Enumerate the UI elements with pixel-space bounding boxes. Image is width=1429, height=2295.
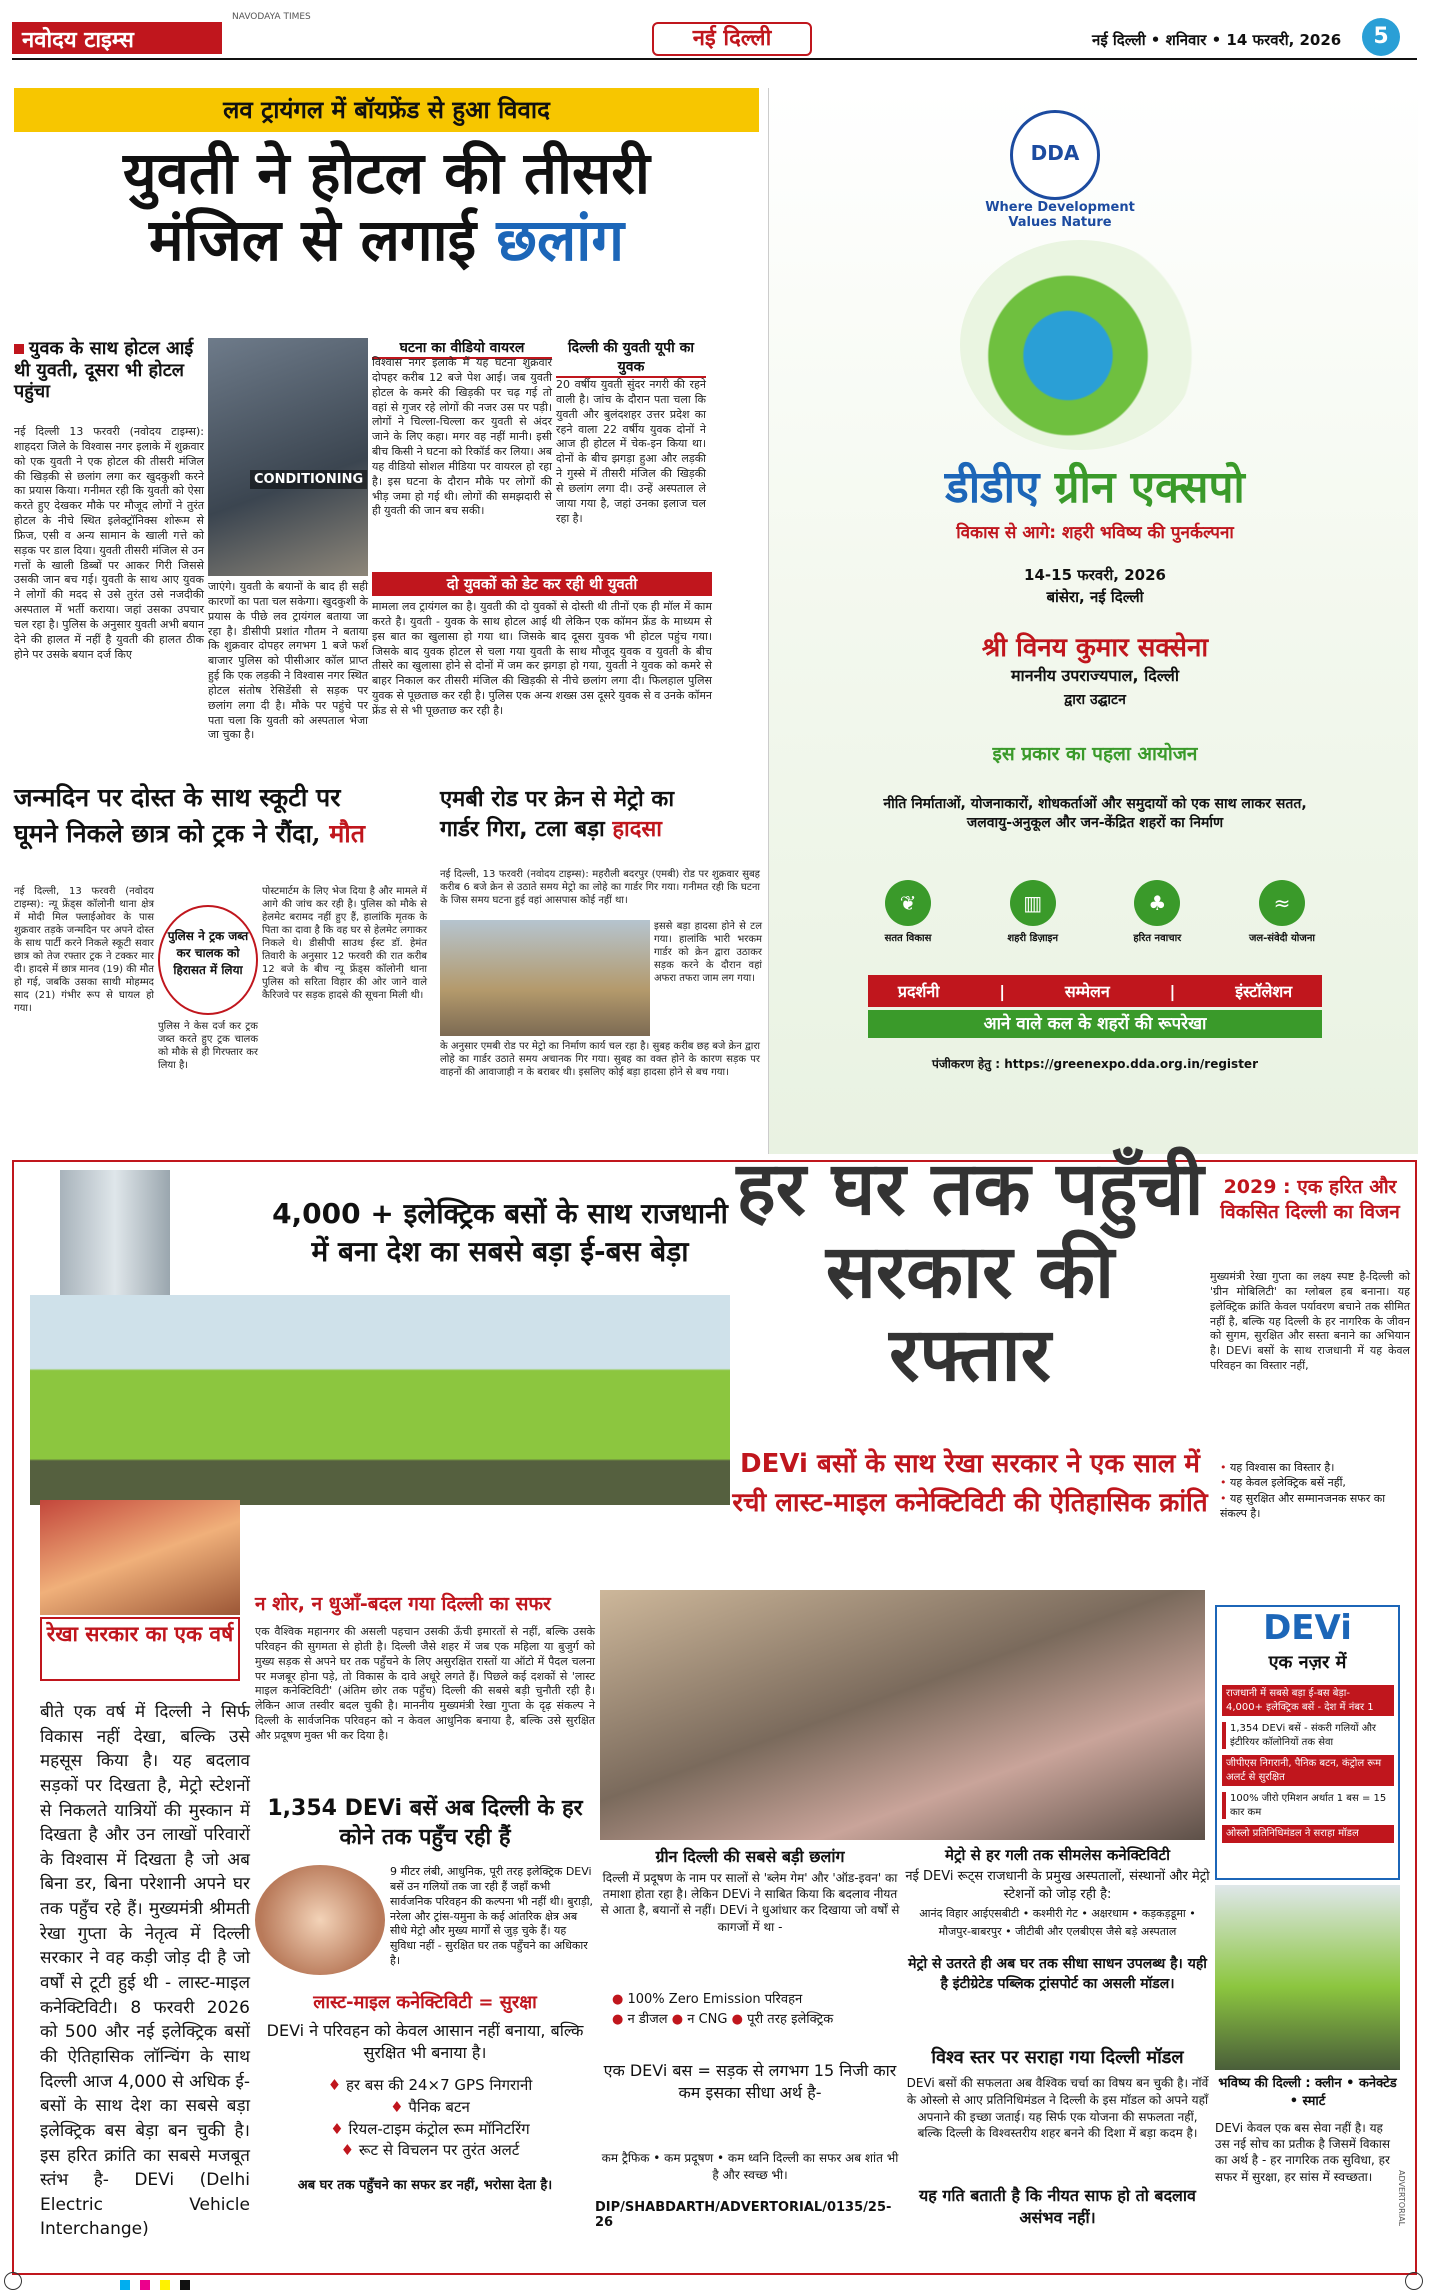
story-body-col3: विश्वास नगर इलाके में यह घटना शुक्रवार दोपहर करीब 12 बजे पेश आई। जब युवती होटल के कमरे की खिड़की पर चढ़ गई तो वहां से गुजर रहे लोगों की नजर उस पर पड़ी। लोगों ने चिल्ला-चिल्ला कर युवती से अंदर जाने के लिए कहा। मगर वह नहीं मानी। इसी बीच किसी ने घटना को रिकॉर्ड कर लिया। अब यह वीडियो सोशल मीडिया पर वायरल हो रहा है। इस घटना के दौरान मौके पर लोगों की भीड़ जमा हो गई थी। लोगों की समझदारी से ही युवती की जान बच सकी। [372,356,552,518]
story-body-col1: नई दिल्ली 13 फरवरी (नवोदय टाइम्स): शाहदरा जिले के विश्वास नगर इलाके में शुक्रवार को एक युवती ने एक होटल की तीसरी मंजिल की खिड़की से छलांग लगा कर खुदकुशी करने का प्रयास किया। गनीमत रही कि युवती को ऐसा करते हुए देखकर मौके पर मौजूद लोगों ने तुरंत होटल के नीचे स्थित इलेक्ट्रॉनिक्स शोरूम से फ्रिज, एसी व अन्य सामान के खाली गत्ते को सड़क पर डाल दिया। युवती तीसरी मंजिल से उन गत्तों के खाली डिब्बों पर आकर गिरी जिससे उसकी जान बच गई। युवती के साथ आए युवक ने लोगों की मदद से उसे तुरंत उसे नजदीकी अस्पताल में भर्ती कराया। जहां उसका उपचार चल रहा है। पुलिस के अनुसार युवती अभी बयान देने की हालत में नहीं है युवती की हालत ठीक होने पर उसके बयान दर्ज किए [14,425,204,661]
green-list [612,1990,892,2029]
headline-line [14,816,424,852]
story3-body-c: के अनुसार एमबी रोड पर मेट्रो का निर्माण कार्य चल रहा है। सुबह करीब छह बजे क्रेन द्वारा लोहे का गार्डर उठाते समय अचानक गिर गया। सुबह का वक्त होने के कारण सड़क पर वाहनों की आवाजाही न के बराबर थी। इसलिए कोई बड़ा हादसा होने से बच गया। [440,1041,760,1078]
headline-part: एमबी रोड पर क्रेन से मेट्रो का गार्डर गिरा, टला बड़ा [440,787,675,842]
registration-mark-icon [1405,2272,1423,2290]
list-item: • यह सुरक्षित और सम्मानजनक सफर का संकल्प है। [1220,1491,1410,1522]
story-box-head: दो युवकों को डेट कर रही थी युवती [372,572,712,596]
advertorial-side-label: ADVERTORIAL [1397,2170,1406,2227]
headline-highlight: छलांग [496,205,624,274]
list-item-text: न डीजल [627,2011,668,2027]
expo-venue: बांसेरा, नई दिल्ली [1046,588,1144,606]
vision-list [1220,1460,1410,1522]
list-item: ♦ रूट से विचलन पर तुरंत अलर्ट [280,2140,580,2162]
city-icon: ▥ [1010,880,1056,926]
rekha-body: बीते एक वर्ष में दिल्ली ने सिर्फ विकास नहीं देखा, बल्कि उसे महसूस किया है। यह बदलाव सड़कों पर दिखता है, मेट्रो स्टेशनों से निकलते यात्रियों की मुस्कान में दिखता है और उन लाखों परिवारों के विश्वास में दिखता है जो अब बिना डर, बिना परेशानी अपने घर तक पहुँच रहे हैं। मुख्यमंत्री श्रीमती रेखा गुप्ता के नेतृत्व में दिल्ली सरकार ने वह कड़ी जोड़ दी है जो वर्षों से टूटी हुई थी - लास्ट-माइल कनेक्टिविटी। 8 फरवरी 2026 को 500 और नई इलेक्ट्रिक बसों की ऐतिहासिक लॉन्चिंग के साथ दिल्ली आज 4,000 से अधिक ई-बसों के साथ देश का सबसे बड़ा इलेक्ट्रिक बस बेड़ा बन चुकी है। इस हरित क्रांति का सबसे मजबूत स्तंभ है- DEVi (Delhi Electric Vehicle Interchange) [40,1702,250,2240]
story-body-col2: जाएंगे। युवती के बयानों के बाद ही सही कारणों का पता चल सकेगा। खुदकुशी के प्रयास के पीछे लव ट्रायंगल बताया जा रहा है। डीसीपी प्रशांत गौतम ने बताया कि शुक्रवार दोपहर लगभग 1 बजे फर्श बाजार पुलिस को पीसीआर कॉल प्राप्त हुई कि एक लड़की ने विश्वास नगर स्थित होटल संतोष रेसिडेंसी से सड़क पर छलांग लगा दी है। मौके पर पहुंचे पर पता चला कि युवती को अस्पताल भेजा जा चुका है। [208,580,368,742]
safety-body: DEVi ने परिवहन को केवल आसान नहीं बनाया, बल्कि सुरक्षित भी बनाया है। [266,2021,584,2062]
list-item: ♦ रियल-टाइम कंट्रोल रूम मॉनिटरिंग [280,2119,580,2141]
safety-footer: अब घर तक पहुँचने का सफर डर नहीं, भरोसा देता है। [297,2178,553,2193]
divider: | [1169,981,1176,1001]
safety-heading: लास्ट-माइल कनेक्टिविटी = सुरक्षा [313,1992,537,2013]
passengers-photo [255,1865,385,1975]
registration-mark-icon [4,2272,22,2290]
bus-interior-photo [600,1590,1205,1840]
future-heading: भविष्य की दिल्ली : क्लीन • कनेक्टेड • स्मार्ट [1218,2076,1397,2110]
noise-heading: न शोर, न धुआँ-बदल गया दिल्ली का सफर [255,1593,551,1615]
devi-glance-heading: एक नज़र में [1268,1652,1347,1673]
feature-exhibition: प्रदर्शनी [897,982,940,1001]
expo-title-a: डीडीए [945,462,1040,513]
fact-item: 1,354 DEVi बसें - संकरी गलियों और इंटीरियर कॉलोनियों तक सेवा [1222,1722,1394,1749]
fact-item: ओस्लो प्रतिनिधिमंडल ने सराहा मॉडल [1222,1825,1394,1843]
list-item: • यह केवल इलेक्ट्रिक बसें नहीं, [1220,1475,1410,1490]
bus-count-body: 9 मीटर लंबी, आधुनिक, पूरी तरह इलेक्ट्रिक DEVi बसें उन गलियों तक जा रही हैं जहाँ कभी सार्वजनिक परिवहन की कल्पना भी नहीं थी। बुराड़ी, नरेला और ट्रांस-यमुना के कई आंतरिक क्षेत्र अब सीधे मेट्रो और मुख्य मार्गों से जुड़ चुके हैं। यह सुविधा नहीं - सुरक्षित घर तक पहुँचने का अधिकार है। [390,1865,594,1968]
water-icon: ≈ [1259,880,1305,926]
headline-part: मंजिल से लगाई [148,205,477,274]
rekha-govt-label: रेखा सरकार का एक वर्ष [40,1617,240,1681]
photo-sign-text: CONDITIONING [250,470,367,489]
metro-heading: मेट्रो से हर गली तक सीमलेस कनेक्टिविटी [945,1846,1170,1864]
expo-feature-bar [868,975,1322,1007]
main-headline-line1: युवती ने होटल की तीसरी [123,139,650,207]
list-item-text: 100% Zero Emission परिवहन [627,1992,803,2007]
dateline: नई दिल्ली • शनिवार • 14 फरवरी, 2026 [1092,31,1342,49]
expo-artwork [960,240,1200,450]
story2-body-b: पुलिस ने केस दर्ज कर ट्रक जब्त करते हुए ट्रक चालक को मौके से ही गिरफ्तार कर लिया है। [158,1021,258,1071]
safety-list [280,2075,580,2162]
story3-headline [440,785,690,844]
story2-body-a: नई दिल्ली, 13 फरवरी (नवोदय टाइम्स): न्यू फ्रेंड्स कॉलोनी थाना क्षेत्र में मोदी मिल फ्लाईओवर के पास शुक्रवार तड़के जन्मदिन पर अपने दोस्त के साथ पार्टी करने निकले स्कूटी सवार छात्र को तेज रफ्तार ट्रक ने टक्कर मार दी। हादसे में छात्र मानव (19) की मौत हो गई, जबकि उसका साथी मोहम्मद साद (21) गंभीर रूप से घायल हो गया। [14,886,154,1014]
noise-body: एक वैश्विक महानगर की असली पहचान उसकी ऊँची इमारतों से नहीं, बल्कि उसके परिवहन की सुगमता से होती है। दिल्ली जैसे शहर में जब एक महिला या बुजुर्ग को मुख्य सड़क से अपने घर तक पहुँचने के लिए असुरक्षित रास्तों या ऑटो में पैदल चलना पर मजबूर होना पड़े, तो विकास के दावे अधूरे लगते हैं। पिछले कई दशकों से 'लास्ट माइल कनेक्टिविटी' (अंतिम छोर तक पहुँच) दिल्ली की सबसे बड़ी चुनौती रही है। लेकिन आज तस्वीर बदल चुकी है। माननीय मुख्यमंत्री रेखा गुप्ता के दृढ़ संकल्प ने दिल्ली के सार्वजनिक परिवहन को न केवल आधुनिक बनाया है, बल्कि उसे सुरक्षित और प्रदूषण मुक्त भी कर दिया है। [255,1625,595,1742]
police-callout: पुलिस ने ट्रक जब्त कर चालक को हिरासत में लिया [158,905,258,1015]
tree-icon: ♣ [1134,880,1180,926]
dip-code: DIP/SHABDARTH/ADVERTORIAL/0135/25-26 [595,2200,892,2230]
vision-body: मुख्यमंत्री रेखा गुप्ता का लक्ष्य स्पष्ट है-दिल्ली को 'ग्रीन मोबिलिटी' का ग्लोबल हब बनाना। यह इलेक्ट्रिक क्रांति केवल पर्यावरण बचाने तक सीमित नहीं है, बल्कि यह दिल्ली के हर नागरिक के जीवन को सुगम, सुरक्षित और सस्ता बनाने का अभियान है। DEVi बसों के साथ राजधानी में यह केवल परिवहन का विस्तार नहीं, [1210,1270,1410,1373]
story2-headline [14,780,424,853]
vip-name: श्री विनय कुमार सक्सेना [981,633,1209,663]
green-body: दिल्ली में प्रदूषण के नाम पर सालों से 'ब्लेम गेम' और 'ऑड-इवन' का तमाशा होता रहा है। लेकिन DEVi ने साबित किया कि बदलाव नीयत से आता है, बयानों से नहीं। DEVi ने धुआंधार कर दिखाया जो वर्षों से कागजों में था - [600,1871,900,1934]
newspaper-logo: नवोदय टाइम्स [12,22,222,54]
headline-highlight: मौत [329,819,366,849]
story2-body-c: पोस्टमार्टम के लिए भेज दिया है और मामले में आगे की जांच कर रही है। पुलिस को मौके से हेलमेट बरामद नहीं हुए हैं, हालांकि मृतक के पिता का दावा है कि वह घर से हेलमेट लगाकर निकले थे। डीसीपी साउथ ईस्ट डॉ. हेमंत तिवारी के अनुसार 12 फरवरी की रात करीब 12 बजे के बीच न्यू फ्रेंड्स कॉलोनी थाना पुलिस को सरिता विहार की ओर जाने वाले कैरिजवे पर सड़क हादसे की सूचना मिली थी। [262,886,427,1001]
expo-icon-item [870,880,946,960]
story-box-body: मामला लव ट्रायंगल का है। युवती की दो युवकों से दोस्ती थी तीनों एक ही मॉल में काम करते है। युवती - युवक के साथ होटल आई थी लेकिन एक कॉमन फ्रेंड के माध्यम से इस बात का खुलासा हो गया था। जिसके बाद दूसरा युवक भी होटल पहुंच गया। जिसके बाद युवक होटल से चला गया युवती के साथ मौजूद युवक व युवती के बीच तीसरे का खुलासा होने से दोनों में जम कर झगड़ा हो गया, युवती ने युवक को कमरे से बाहर निकाल कर तीसरी मंजिल की खिड़की से नीचे छलांग लगा दी। फिलहाल पुलिस युवक से पूछताछ कर रही है। पुलिस एक अन्य शख्स उस दूसरे युवक से व उनके कॉमन फ्रेंड से से भी पूछताछ कर रही है। [372,600,712,717]
electric-buses-photo [30,1295,730,1505]
vip-inaugurated-by: द्वारा उद्घाटन [1064,692,1126,708]
list-item: • यह विश्वास का विस्तार है। [1220,1460,1410,1475]
metro-route-list: आनंद विहार आईएसबीटी • कश्मीरी गेट • अक्षरधाम • कड़कड़डूमा • मौजपुर-बाबरपुर • जीटीबी और एलबीएस जैसे बड़े अस्पताल [919,1907,1196,1938]
devi-equation: एक DEVi बस = सड़क से लगभग 15 निजी कार कम इसका सीधा अर्थ है- [603,2061,897,2102]
expo-tagline-bar: आने वाले कल के शहरों की रूपरेखा [868,1010,1322,1038]
page-number: 5 [1362,18,1400,56]
metro-girder-photo [440,920,650,1036]
devi-comparison: कम ट्रैफिक • कम प्रदूषण • कम ध्वनि दिल्ली का सफर अब शांत भी है और स्वच्छ भी। [601,2151,899,2182]
fact-item: जीपीएस निगरानी, पैनिक बटन, कंट्रोल रूम अलर्ट से सुरक्षित [1222,1755,1394,1786]
masthead [12,12,1417,60]
list-item-text: न CNG [687,2011,728,2027]
dda-logo-icon [1010,110,1100,200]
dda-tagline: Where Development Values Nature [985,200,1135,230]
story-side-head: घटना का वीडियो वायरल [372,338,552,359]
devi-headline: DEVi बसों के साथ रेखा सरकार ने एक साल में रची लास्ट-माइल कनेक्टिविटी की ऐतिहासिक क्रांति [732,1449,1208,1518]
world-footer: यह गति बताती है कि नीयत साफ हो तो बदलाव असंभव नहीं। [919,2186,1196,2227]
expo-title [800,455,1390,515]
advertorial-main-headline: हर घर तक पहुँची सरकार की रफ्तार [736,1146,1204,1398]
expo-subtitle: विकास से आगे: शहरी भविष्य की पुनर्कल्पना [956,523,1234,543]
future-body: DEVi केवल एक बस सेवा नहीं है। यह उस नई सोच का प्रतीक है जिसमें विकास का अर्थ है - हर नागरिक तक सुविधा, हर सफर में सुरक्षा, हर सांस में स्वच्छता। [1215,2121,1390,2184]
vip-designation: माननीय उपराज्यपाल, दिल्ली [1010,666,1180,685]
metro-footer: मेट्रो से उतरते ही अब घर तक सीधा साधन उपलब्ध है। यही है इंटीग्रेटेड पब्लिक ट्रांसपोर्ट का असली मॉडल। [908,1956,1207,1992]
metro-bus-photo [1215,1885,1400,2070]
chief-minister-photo [40,1500,240,1615]
logo-tagline: NAVODAYA TIMES [232,12,311,22]
expo-title-b: ग्रीन एक्सपो [1054,462,1245,513]
expo-description: नीति निर्माताओं, योजनाकारों, शोधकर्ताओं और समुदायों को एक साथ लाकर सतत, जलवायु-अनुकूल और जन-केंद्रित शहरों का निर्माण [883,796,1307,831]
color-swatch [120,2280,130,2290]
story-subhead: युवक के साथ होटल आई थी युवती, दूसरा भी होटल पहुंचा [14,338,204,403]
icon-label: जल-संवेदी योजना [1248,933,1315,944]
color-swatch [180,2280,190,2290]
metro-body: नई DEVi रूट्स राजधानी के प्रमुख अस्पतालों, संस्थानों और मेट्रो स्टेशनों को जोड़ रही है: [905,1869,1210,1902]
color-swatch [160,2280,170,2290]
color-swatch [140,2280,150,2290]
story-side-head-2: दिल्ली की युवती यूपी का युवक [556,338,706,378]
main-headline-line2 [14,207,759,274]
bus-count-heading: 1,354 DEVi बसें अब दिल्ली के हर कोने तक पहुँच रही हैं [267,1796,583,1850]
icon-label: सतत विकास [884,933,932,944]
bus-fleet-headline: 4,000 + इलेक्ट्रिक बसों के साथ राजधानी में बना देश का सबसे बड़ा ई-बस बेड़ा [272,1197,728,1268]
fact-item: राजधानी में सबसे बड़ा ई-बस बेड़ा- 4,000+ इलेक्ट्रिक बसें - देश में नंबर 1 [1222,1685,1394,1716]
section-city-label: नई दिल्ली [652,22,812,56]
devi-logo: DEVi [1263,1608,1352,1648]
expo-date: 14-15 फरवरी, 2026 [1024,566,1166,584]
headline-line: जन्मदिन पर दोस्त के साथ स्कूटी पर [14,783,341,812]
world-body: DEVi बसों की सफलता अब वैश्विक चर्चा का विषय बन चुकी है। नॉर्वे के ओस्लो से आए प्रतिनिधिमंडल ने दिल्ली के इस मॉडल को अपने यहाँ अपनाने की इच्छा जताई। यह सिर्फ एक योजना की सफलता नहीं, बल्कि दिल्ली के विश्वस्तरीय शहर बनने की दिशा में बड़ा कदम है। [906,2076,1209,2141]
feature-conference: सम्मेलन [1064,982,1110,1001]
list-item-text: पूरी तरह इलेक्ट्रिक [747,2011,834,2027]
divider: | [999,981,1006,1001]
list-item: ● न डीजल ● न CNG ● पूरी तरह इलेक्ट्रिक [612,2011,834,2027]
headline-highlight: हादसा [612,816,663,842]
hotel-photo [208,338,368,576]
story3-body-b: इससे बड़ा हादसा होने से टल गया। हालांकि भारी भरकम गार्डर को क्रेन द्वारा उठाकर सड़क करने के दौरान वहां अफरा तफरा जाम लग गया। [654,921,762,984]
fact-item: 100% जीरो एमिशन अर्थात 1 बस = 15 कार कम [1222,1792,1394,1819]
world-heading: विश्व स्तर पर सराहा गया दिल्ली मॉडल [931,2047,1184,2068]
list-item: ♦ हर बस की 24×7 GPS निगरानी [280,2075,580,2097]
list-item: ♦ पैनिक बटन [280,2097,580,2119]
main-headline [14,140,759,273]
devi-facts [1222,1685,1394,1849]
story-body-col4: 20 वर्षीय युवती सुंदर नगरी की रहने वाली है। जांच के दौरान पता चला कि युवती और बुलंदशहर उत्तर प्रदेश का रहने वाला 22 वर्षीय युवक दोनों ने आज ही होटल में चेक-इन किया था। दोनों के बीच झगड़ा हुआ और लड़की ने गुस्से में तीसरी मंजिल की खिड़की से छलांग लगा दी। उन्हें अस्पताल ले जाया गया है, जहां उनका इलाज चल रहा है। [556,378,706,525]
headline-part: घूमने निकले छात्र को ट्रक ने रौंदा, [14,819,321,849]
feature-installation: इंस्टॉलेशन [1235,982,1293,1001]
registration-link[interactable]: पंजीकरण हेतु : https://greenexpo.dda.org.in/register [932,1057,1258,1071]
green-heading: ग्रीन दिल्ली की सबसे बड़ी छलांग [655,1847,845,1866]
expo-icon-row [870,880,1320,960]
icon-label: हरित नवाचार [1133,933,1182,944]
expo-icon-item [995,880,1071,960]
story3-body-a: नई दिल्ली, 13 फरवरी (नवोदय टाइम्स): महरौली बदरपुर (एमबी) रोड पर शुक्रवार सुबह करीब 6 बजे क्रेन से उठाते समय मेट्रो का लोहे का गार्डर गिर गया। गनीमत रही कि घटना के जिस समय घटना हुई वहां आसपास कोई नहीं था। [440,869,760,906]
story-kicker: लव ट्रायंगल में बॉयफ्रेंड से हुआ विवाद [14,88,759,132]
icon-label: शहरी डिज़ाइन [1007,933,1058,944]
list-item: ● 100% Zero Emission परिवहन [612,1992,803,2007]
expo-icon-item [1244,880,1320,960]
expo-icon-item [1119,880,1195,960]
leaf-icon: ❦ [885,880,931,926]
vision-heading: 2029 : एक हरित और विकसित दिल्ली का विजन [1220,1176,1400,1223]
first-event-label: इस प्रकार का पहला आयोजन [992,743,1198,765]
